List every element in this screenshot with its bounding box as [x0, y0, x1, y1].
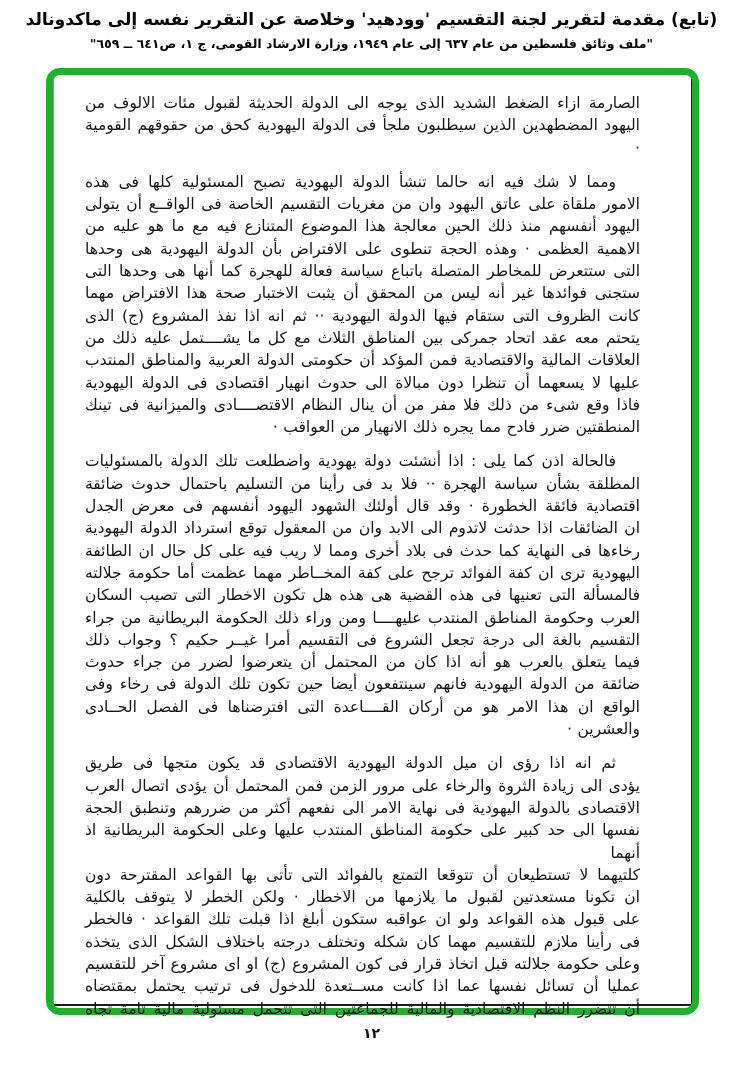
document-header — [0, 9, 743, 52]
text-line: أن تتضرر النظم الاقتصادية والمالية للجماعتين التى تتحمل مسئولية مالية تامة تجاه — [85, 999, 640, 1018]
text-line: فاذا وقع شىء من ذلك فلا مفر من أن ينال النظام الاقتصــــادى والميزانية فى تينك — [85, 395, 640, 414]
text-line: يؤدى الى زيادة الثروة والرخاء على مرور الزمن فمن المحتمل أن يؤدى اتصال العرب — [85, 776, 640, 795]
text-line: التقسيم بالغة الى درجة تجعل الشروع فى التقسيم أمرا غيــر حكيم ؟ وجواب ذلك — [85, 630, 640, 649]
text-line: المنطقتين ضرر فادح مما يجره ذلك الانهيار من العواقب · — [272, 418, 640, 437]
text-line: اقتصادية فائقة الخطورة · وقد قال أولئك الشهود اليهود أنفسهم فى معرض الجدل — [85, 497, 640, 516]
text-line: فالمسألة التى تعنيها فى هذه القضية هى هذه هل تكون الاخطار التى تصيب السكان — [85, 586, 640, 605]
text-line: ستجنى فوائدها غير أنه ليس من المحقق أن يثبت الاختبار صحة هذا الافتراض مهما — [85, 284, 640, 303]
page-number: ١٢ — [362, 1026, 381, 1042]
paragraph — [85, 92, 640, 159]
document-title: (تابع) مقدمة لتقرير لجنة التقسيم 'وودهيد' وخلاصة عن التقرير نفسه إلى ماكدونالد — [25, 10, 718, 30]
text-line: ضائقة من الدولة اليهودية فانهم سينتفعون أيضا حين تكون تلك الدولة فى رخاء وفى — [85, 675, 640, 694]
text-line: ثم انه اذا رؤى ان ميل الدولة اليهودية الاقتصادى قد يكون متجها فى طريق — [85, 754, 616, 773]
text-line: والعشرين · — [567, 720, 640, 739]
text-line: العلاقات المالية والاقتصادية فمن المؤكد أن حكومتى الدولة العربية والمناطق المنتدب — [85, 351, 640, 370]
text-line: وعلى حكومة جلالته قبل اتخاذ قرار فى كون المشروع (ج) او اى مشروع آخر للتقسيم — [85, 954, 640, 973]
text-line: العرب وحكومة المناطق المنتدب عليهــــا ومن وراء ذلك الحكومة البريطانية من جراء — [85, 608, 640, 627]
paragraph — [85, 752, 640, 1020]
text-line: ان تكونا مستعدتين لقبول ما يلازمها من الاخطار · ولكن الخطر لا يتوقف بالكلية — [85, 888, 640, 907]
text-line: فالحالة اذن كما يلى : اذا أنشئت دولة يهودية واضطلعت تلك الدولة بالمسئوليات — [85, 452, 616, 471]
text-line: رخاءها فى النهاية كما حدث فى بلاد أخرى ومما لا ريب فيه على كل حال ان الطائفة — [85, 541, 640, 560]
text-line: نفسها الى حد كبير على حكومة المناطق المنتدب عليها وعلى الحكومة البريطانية اذ أنهما — [85, 821, 640, 862]
text-line: عمليا أن تسائل نفسها عما اذا كانت مســتعدة للدخول فى ترتيب يحتمل بمقتضاه — [85, 977, 640, 996]
text-line: الاهمية العظمى · وهذه الحجة تنطوى على الافتراض بأن الدولة اليهودية هى وحدها — [85, 239, 640, 258]
text-line: ان الضائقات اذا حدثت لاتدوم الى الابد وان من المعقول توقع استرداد الدولة اليهودية — [85, 519, 640, 538]
paragraph — [85, 450, 640, 740]
text-line: الاقتصادى بالدولة اليهودية فى نهاية الامر الى نفعهم أكثر من ضررهم وتنطبق الحجة — [85, 798, 640, 817]
text-line: الصارمة ازاء الضغط الشديد الذى يوجه الى الدولة الحديثة لقبول مئات الالوف من — [85, 94, 640, 112]
text-line: التى ستتعرض للمخاطر المتصلة باتباع سياسة فعالة للهجرة كما أنها هى وحدها التى — [85, 262, 640, 281]
text-line: الامور ملقاة على عاتق اليهود وان من مغريات التقسيم الخاصة فى الواقــع أن يتولى — [85, 195, 640, 214]
text-block — [85, 92, 640, 1032]
text-line: الواقع ان هذا الامر هو من أركان القــــاعدة التى افترضناها فى الفصل الحــادى — [85, 697, 640, 716]
document-source-citation: "ملف وثائق فلسطين من عام ٦٣٧ إلى عام ١٩٤٩، وزارة الارشاد القومى، ج ١، ص٦٤١ ــ ٦٥٩" — [89, 36, 654, 51]
text-line: فى رأينا ملازم للتقسيم مهما كان شكله وتختلف درجته باختلاف الشكل الذى يتخذه — [85, 932, 640, 951]
text-line: اليهود أنفسهم منذ ذلك الحين معالجة هذا الموضوع المتنازع فيه مع ما هو عليه من — [85, 217, 640, 236]
text-line: عليها لا يسعهما أن تنظرا دون مبالاة الى حدوث انهيار اقتصادى فى الدولة اليهودية — [85, 373, 640, 392]
text-line: المطلقة بشأن سياسة الهجرة ·· فلا بد فى رأينا من التسليم باحتمال حدوث ضائقة — [85, 474, 640, 493]
text-line: ومما لا شك فيه انه حالما تنشأ الدولة اليهودية تصبح المسئولية كلها فى هذه — [85, 172, 616, 191]
text-line: فيما يتعلق بالعرب هو أنه اذا كان من المحتمل أن يتعرضوا لضرر من جراء حدوث — [85, 653, 640, 672]
text-line: كلتيهما لا تستطيعان أن تتوقعا التمتع بالفوائد التى تأتى بها القواعد المقترحة دون — [85, 865, 640, 884]
text-line: اليهود المضطهدين الذين سيطلبون ملجأ فى الدولة اليهودية كحق من حقوقهم القومية · — [85, 116, 640, 157]
text-line: يتحتم معه عقد اتحاد جمركى بين المناطق الثلاث مع كل ما يشــــتمل عليه ذلك من — [85, 328, 640, 347]
text-line: اليهودية ترى ان كفة الفوائد ترجح على كفة المخــاطر مهما عظمت أما حكومة جلالته — [85, 563, 640, 582]
text-line: على قبول هذه القواعد ولو ان عواقبه ستكون أبلغ اذا قبلت تلك القواعد · فالخطر — [85, 910, 640, 929]
paragraph — [85, 171, 640, 439]
text-line: كانت الظروف التى ستقام فيها الدولة اليهودية ·· ثم انه اذا نفذ المشروع (ج) الذى — [85, 306, 640, 325]
